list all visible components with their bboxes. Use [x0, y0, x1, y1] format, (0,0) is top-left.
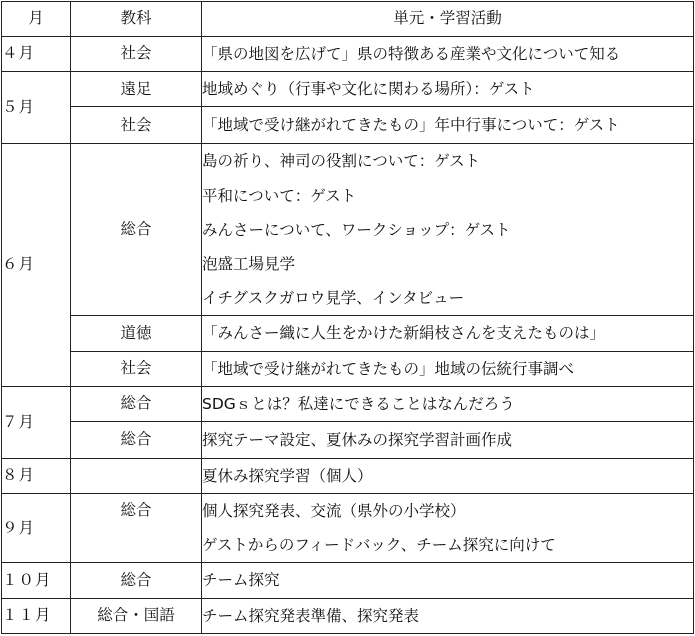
activity-line: チーム探究 — [202, 571, 280, 590]
table-body — [2, 37, 694, 634]
subject-cell: 道徳 — [71, 316, 202, 351]
activity-cell — [202, 494, 694, 563]
table-row — [2, 386, 694, 421]
activity-line: 泡盛工場見学 — [202, 254, 296, 273]
table-row — [2, 72, 694, 107]
activity-line: チーム探究発表準備、探究発表 — [202, 606, 420, 625]
activity-line: 平和について：ゲスト — [202, 186, 357, 205]
activity-line: イチグスクガロウ見学、インタビュー — [202, 289, 465, 308]
subject-cell: 社会 — [71, 351, 202, 386]
table-row — [2, 563, 694, 598]
activity-cell — [202, 386, 694, 421]
subject-cell: 総合・国語 — [71, 598, 202, 633]
subject-cell: 総合 — [71, 494, 202, 563]
subject-cell: 遠足 — [71, 72, 202, 107]
table-row — [2, 144, 694, 316]
table-row — [2, 316, 694, 351]
subject-cell: 社会 — [71, 37, 202, 72]
activity-line: 「地域で受け継がれてきたもの」年中行事について：ゲスト — [202, 116, 620, 135]
activity-cell — [202, 107, 694, 144]
activity-cell — [202, 598, 694, 633]
header-month: 月 — [2, 2, 71, 37]
month-cell: ５月 — [2, 72, 71, 144]
table-row — [2, 351, 694, 386]
activity-line: ゲストからのフィードバック、チーム探究に向けて — [202, 536, 556, 555]
subject-cell: 総合 — [71, 144, 202, 316]
month-cell: ６月 — [2, 144, 71, 386]
activity-cell — [202, 72, 694, 107]
table-row — [2, 494, 694, 563]
month-cell: ８月 — [2, 458, 71, 493]
activity-line: 個人探究発表、交流（県外の小学校） — [202, 502, 466, 521]
month-cell: ４月 — [2, 37, 71, 72]
activity-line: 夏休み探究学習（個人） — [202, 466, 373, 485]
activity-line: SDGｓとは？私達にできることはなんだろう — [202, 394, 515, 413]
activity-cell — [202, 316, 694, 351]
table-header — [2, 2, 694, 37]
subject-cell — [71, 458, 202, 493]
activity-cell — [202, 37, 694, 72]
activity-cell — [202, 563, 694, 598]
month-cell: １０月 — [2, 563, 71, 598]
activity-line: みんさーについて、ワークショップ：ゲスト — [202, 220, 511, 239]
subject-cell: 総合 — [71, 421, 202, 458]
activity-cell — [202, 351, 694, 386]
activity-line: 「県の地図を広げて」県の特徴ある産業や文化について知る — [202, 45, 621, 63]
subject-cell: 総合 — [71, 386, 202, 421]
activity-line: 「地域で受け継がれてきたもの」地域の伝統行事調べ — [202, 359, 575, 378]
table-row — [2, 37, 694, 72]
table-row — [2, 598, 694, 633]
activity-line: 地域めぐり（行事や文化に関わる場所）：ゲスト — [202, 80, 535, 99]
header-subject: 教科 — [71, 2, 202, 37]
month-cell: １１月 — [2, 598, 71, 633]
table-row — [2, 421, 694, 458]
curriculum-schedule-table — [1, 1, 694, 634]
activity-cell — [202, 458, 694, 493]
month-cell: ９月 — [2, 494, 71, 563]
subject-cell: 社会 — [71, 107, 202, 144]
header-content: 単元・学習活動 — [202, 2, 694, 37]
activity-line: 探究テーマ設定、夏休みの探究学習計画作成 — [202, 430, 513, 449]
header-row — [2, 2, 694, 37]
table-row — [2, 107, 694, 144]
subject-cell: 総合 — [71, 563, 202, 598]
month-cell: ７月 — [2, 386, 71, 458]
table-row — [2, 458, 694, 493]
activity-cell — [202, 421, 694, 458]
activity-cell — [202, 144, 694, 316]
activity-line: 「みんさー織に人生をかけた新絹枝さんを支えたものは」 — [202, 324, 606, 343]
activity-line: 島の祈り、神司の役割について：ゲスト — [202, 152, 481, 171]
